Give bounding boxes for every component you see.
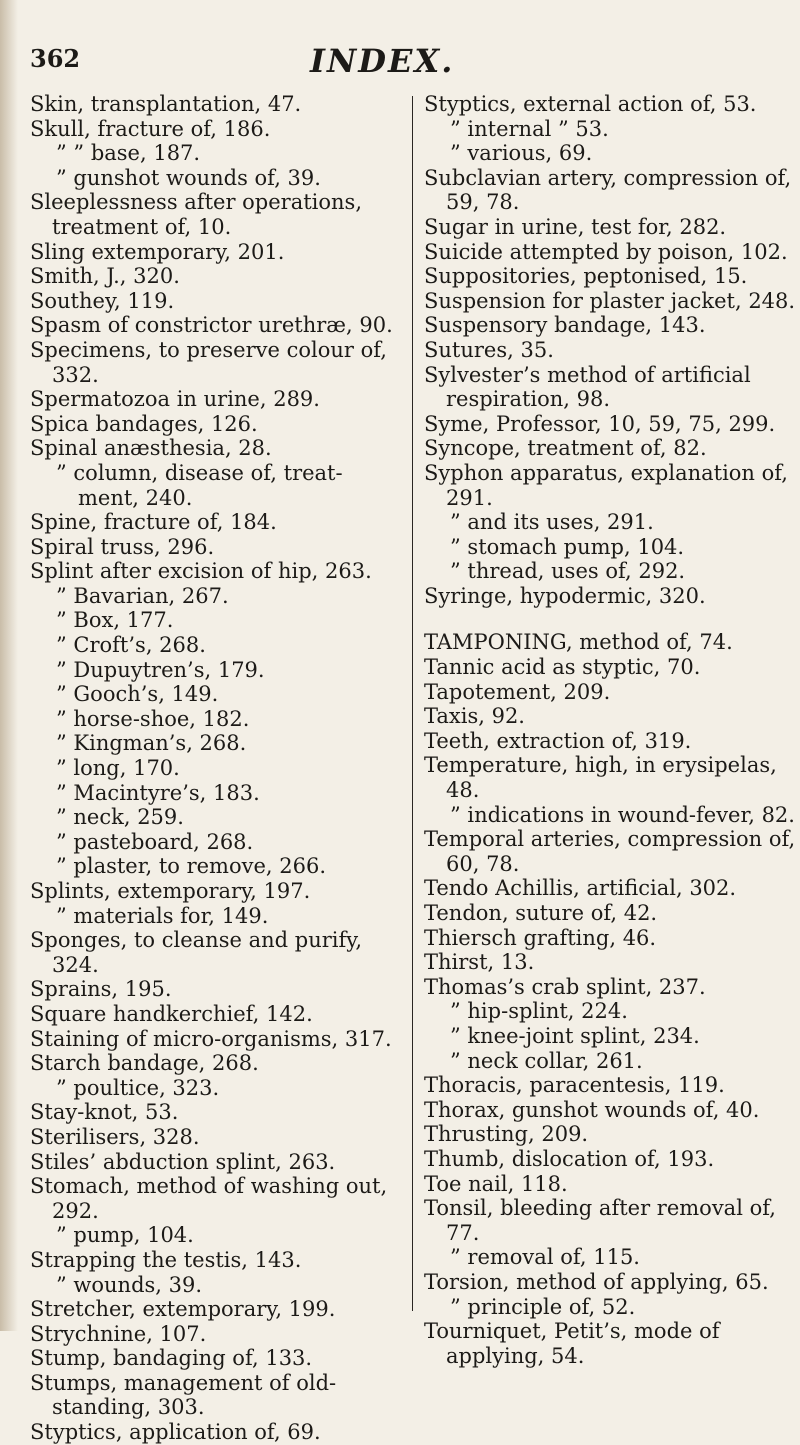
index-subentry: ” knee-joint splint, 234. [450,1023,700,1048]
index-subentry: ” thread, uses of, 292. [450,559,686,584]
index-subentry: ” Kingman’s, 268. [56,731,247,756]
index-entry: Suspension for plaster jacket, 248. [424,288,796,313]
section-gap [424,608,796,630]
index-entry: Sling extemporary, 201. [30,239,285,264]
page-edge-shadow [0,0,18,1331]
index-entry: Syphon apparatus, explanation of, 291. [424,460,788,510]
index-subentry: ” Bavarian, 267. [56,583,229,608]
index-subentry: ” poultice, 323. [56,1075,220,1100]
index-subentry: ” internal ” 53. [450,116,609,141]
index-entry: Sprains, 195. [30,977,172,1002]
index-subentry: ” various, 69. [450,141,593,166]
index-entry: Temperature, high, in erysipelas, 48. [424,753,777,803]
index-entry: Torsion, method of applying, 65. [424,1269,769,1294]
index-subentry: ” principle of, 52. [450,1294,636,1319]
index-entry: Thirst, 13. [424,950,535,975]
index-subentry: ” plaster, to remove, 266. [56,854,326,879]
index-entry: Spiral truss, 296. [30,534,215,559]
index-entry: Splint after excision of hip, 263. [30,559,372,584]
index-entry: Styptics, application of, 69. [30,1420,321,1445]
index-entry: Syme, Professor, 10, 59, 75, 299. [424,411,776,436]
index-entry: Suspensory bandage, 143. [424,313,706,338]
index-entry: Stay-knot, 53. [30,1100,179,1125]
column-divider [412,96,413,1311]
index-entry: Strapping the testis, 143. [30,1247,302,1272]
index-entry: Thorax, gunshot wounds of, 40. [424,1097,760,1122]
index-subentry: ” hip-splint, 224. [450,999,628,1024]
index-subentry: ” long, 170. [56,756,180,781]
index-entry: Square handkerchief, 142. [30,1001,313,1026]
index-entry: Stomach, method of washing out, 292. [30,1174,388,1223]
index-entry: Subclavian artery, compression of, 59, 78. [424,165,792,215]
index-entry: Spasm of constrictor urethræ, 90. [30,313,393,338]
index-entry: Staining of micro-organisms, 317. [30,1026,392,1051]
index-entry: Spinal anæsthesia, 28. [30,436,272,461]
page-header [30,44,780,90]
index-subentry: ” stomach pump, 104. [450,534,685,559]
running-title: INDEX. [310,42,455,80]
index-entry: Suicide attempted by poison, 102. [424,239,788,264]
index-entry: Thoracis, paracentesis, 119. [424,1073,725,1098]
index-subentry: ” column, disease of, treat-ment, 240. [56,460,343,510]
index-subentry: ” Gooch’s, 149. [56,682,219,707]
index-entry: Splints, extemporary, 197. [30,879,311,903]
index-entry: Tendon, suture of, 42. [424,901,658,925]
index-entry: Tapotement, 209. [424,679,611,704]
index-entry: Skin, transplantation, 47. [30,92,302,116]
index-entry: Tonsil, bleeding after removal of, 77. [424,1196,776,1245]
index-entry: Strychnine, 107. [30,1321,207,1346]
index-subentry: ” removal of, 115. [450,1245,640,1270]
index-column-left [30,92,402,1445]
index-entry: Stretcher, extemporary, 199. [30,1297,336,1322]
index-entry: Thomas’s crab splint, 237. [424,974,706,999]
index-entry: Sleeplessness after operations, treatment of, 10. [30,190,363,239]
page-number: 362 [30,44,81,73]
index-entry: Teeth, extraction of, 319. [424,728,692,753]
index-column-right [424,92,796,1368]
index-subentry: ” neck collar, 261. [450,1048,643,1073]
index-entry: Syringe, hypodermic, 320. [424,583,706,608]
index-entry: Sylvester’s method of artificial respiration, 98. [424,362,751,412]
index-entry: Styptics, external action of, 53. [424,92,757,116]
index-subentry: ” pump, 104. [56,1223,194,1248]
index-entry: Stiles’ abduction splint, 263. [30,1149,336,1174]
index-subentry: ” Box, 177. [56,608,174,633]
index-subentry: ” wounds, 39. [56,1272,203,1297]
index-entry: Temporal arteries, compression of, 60, 78. [424,827,796,876]
index-entry: Suppositories, peptonised, 15. [424,264,748,289]
index-subentry: ” horse-shoe, 182. [56,706,250,731]
index-entry: Thumb, dislocation of, 193. [424,1146,715,1171]
index-entry: Spermatozoa in urine, 289. [30,387,320,412]
index-subentry: ” ” base, 187. [56,141,201,166]
index-entry: Sponges, to cleanse and purify, 324. [30,928,362,977]
index-entry: Thrusting, 209. [424,1122,589,1147]
index-entry: Skull, fracture of, 186. [30,116,271,141]
index-entry: Southey, 119. [30,288,175,313]
index-entry: TAMPONING, method of, 74. [424,630,733,655]
index-subentry: ” pasteboard, 268. [56,829,254,854]
index-entry: Thiersch grafting, 46. [424,925,657,950]
index-subentry: ” gunshot wounds of, 39. [56,165,321,190]
index-entry: Stumps, management of old-standing, 303. [30,1370,337,1420]
index-entry: Tannic acid as styptic, 70. [424,655,701,680]
index-entry: Spica bandages, 126. [30,411,258,436]
index-entry: Toe nail, 118. [424,1171,568,1196]
index-entry: Taxis, 92. [424,704,525,729]
index-subentry: ” indications in wound-fever, 82. [450,802,795,827]
index-subentry: ” and its uses, 291. [450,510,654,535]
index-subentry: ” Croft’s, 268. [56,633,206,658]
index-subentry: ” Dupuytren’s, 179. [56,657,265,682]
index-entry: Starch bandage, 268. [30,1051,259,1076]
index-entry: Stump, bandaging of, 133. [30,1346,313,1371]
index-entry: Smith, J., 320. [30,264,180,289]
index-subentry: ” materials for, 149. [56,903,269,928]
index-entry: Sutures, 35. [424,337,554,362]
index-entry: Syncope, treatment of, 82. [424,436,707,461]
index-entry: Sugar in urine, test for, 282. [424,214,727,239]
index-entry: Spine, fracture of, 184. [30,510,277,535]
index-entry: Specimens, to preserve colour of, 332. [30,337,387,387]
index-entry: Sterilisers, 328. [30,1124,200,1149]
index-entry: Tourniquet, Petit’s, mode of applying, 54. [424,1319,720,1368]
index-subentry: ” neck, 259. [56,805,184,830]
index-subentry: ” Macintyre’s, 183. [56,780,260,805]
index-entry: Tendo Achillis, artificial, 302. [424,876,737,901]
